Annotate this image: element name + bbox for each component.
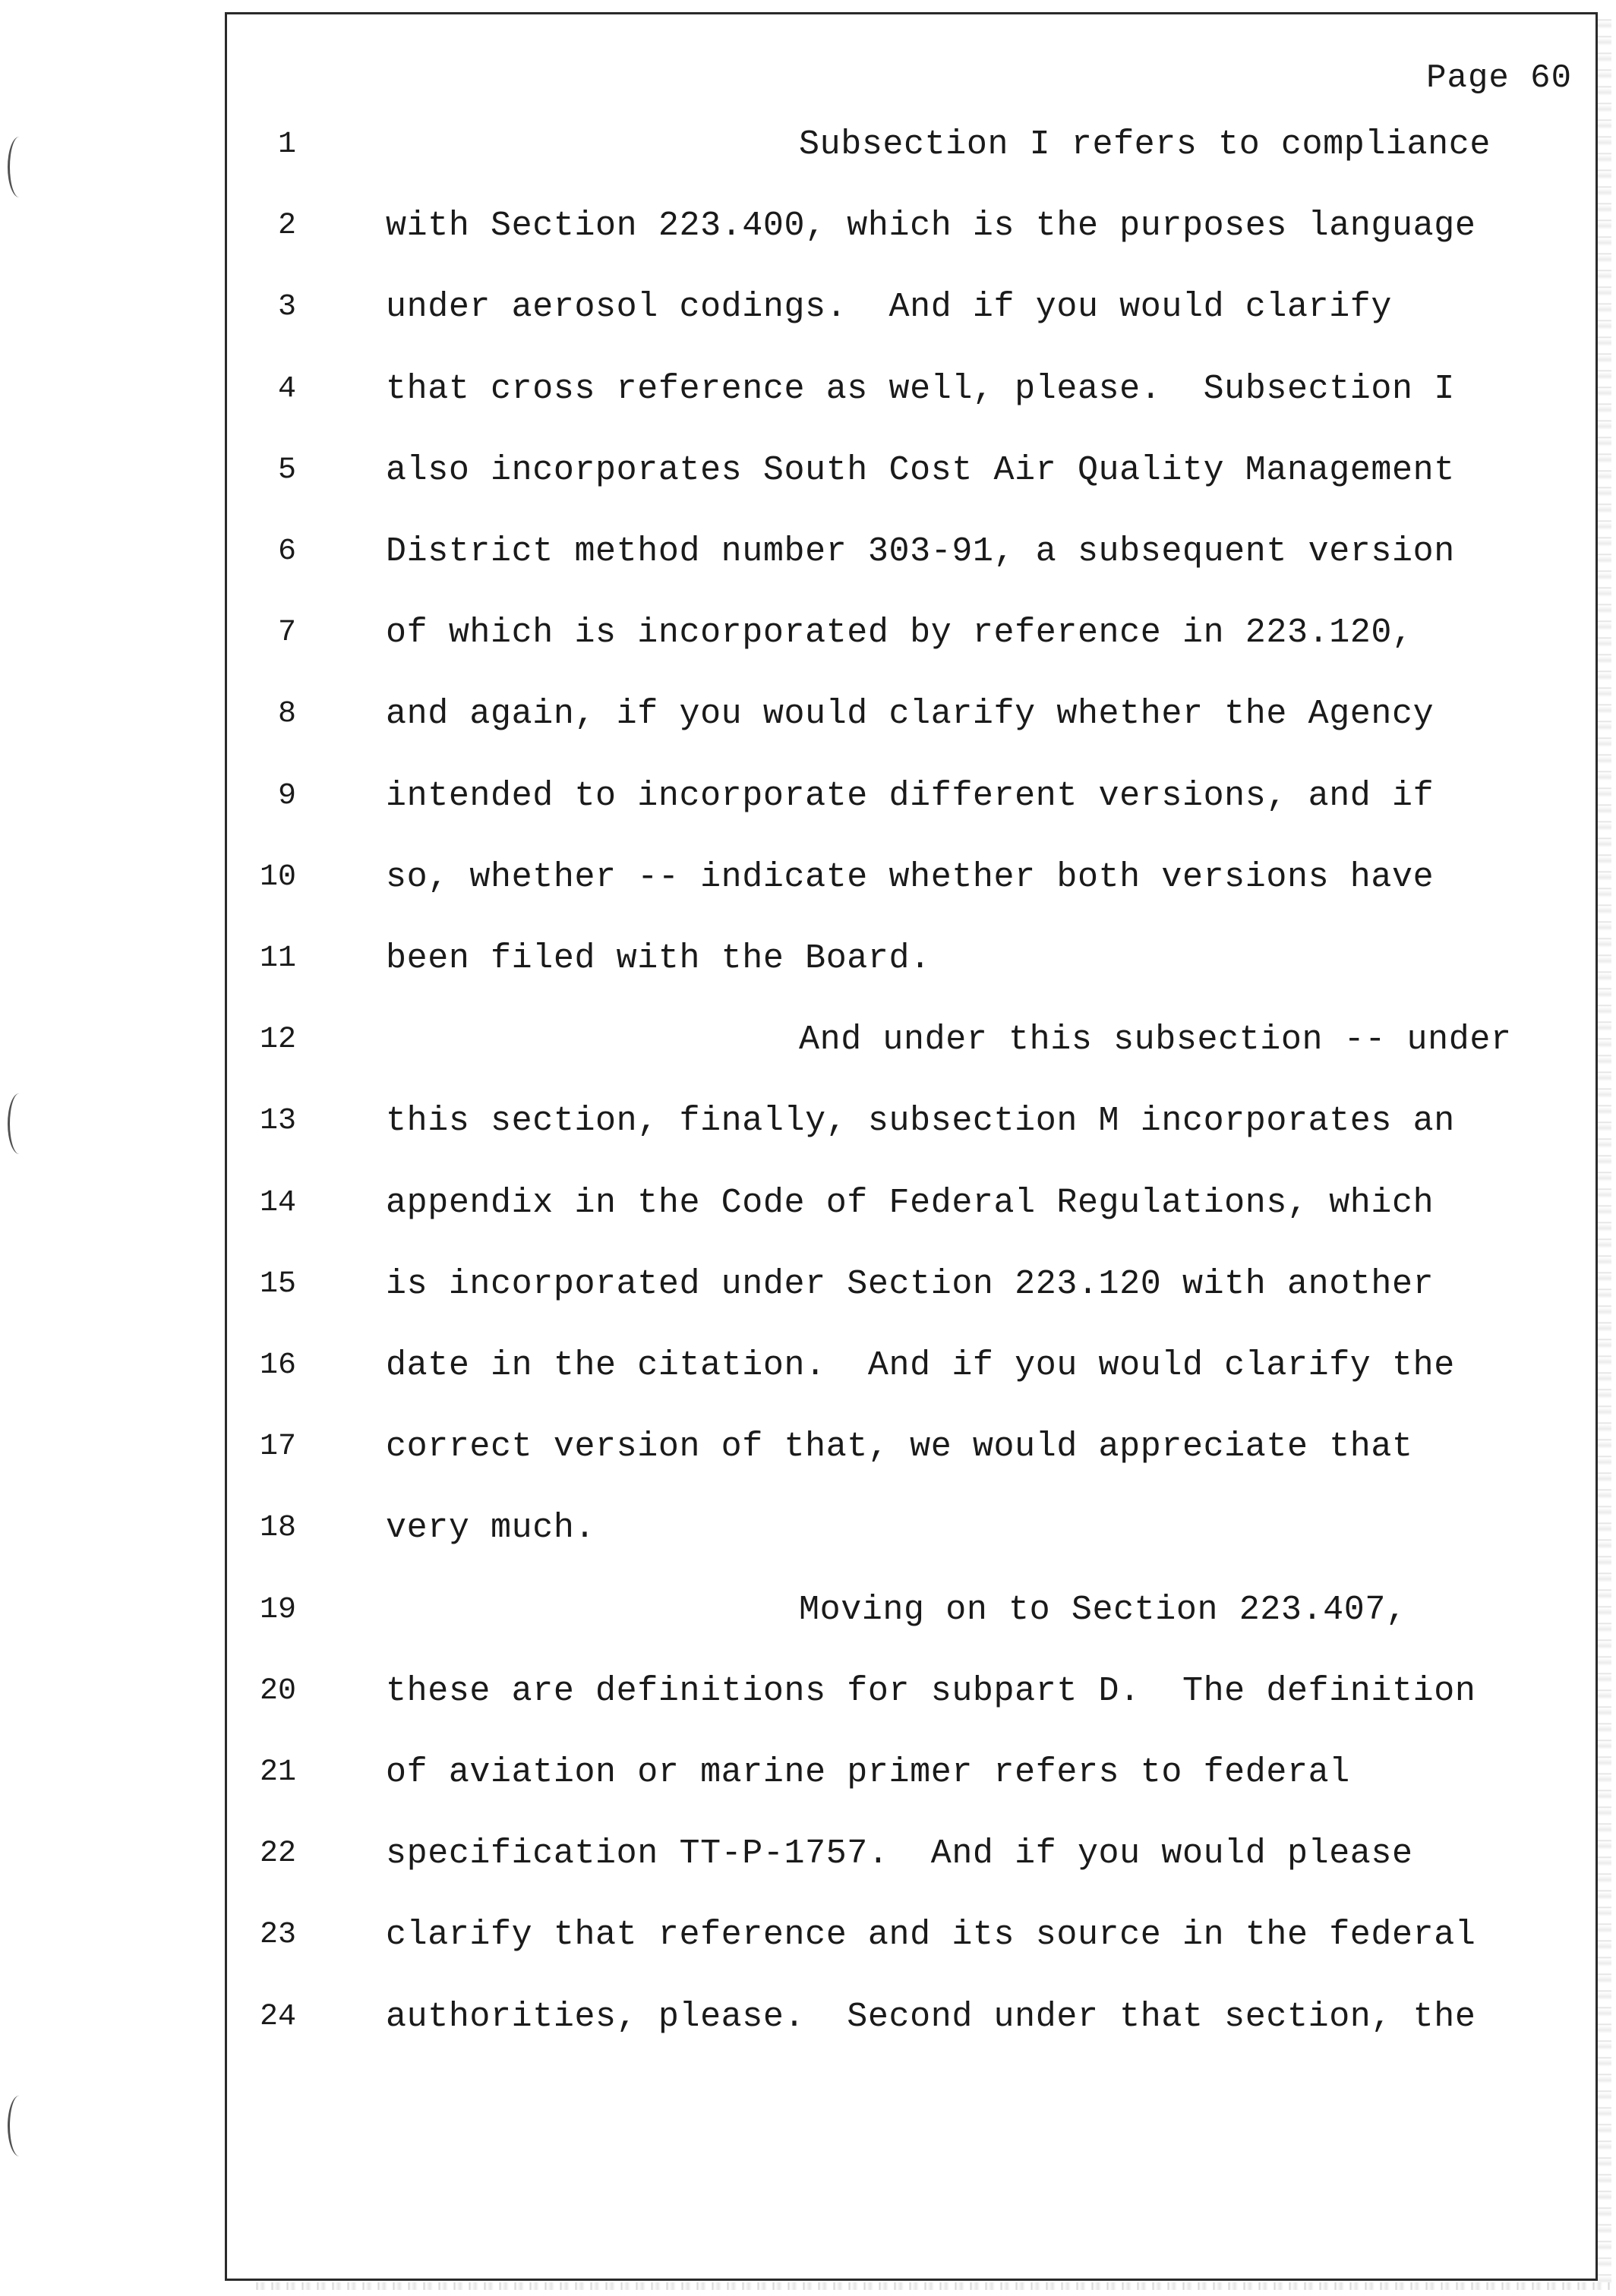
line-number: 2 [277, 209, 296, 244]
line-number: 23 [259, 1918, 296, 1953]
transcript-line [0, 688, 1616, 741]
transcript-line [0, 1991, 1616, 2044]
transcript-line [0, 1421, 1616, 1474]
line-text: of aviation or marine primer refers to federal [386, 1753, 1350, 1792]
line-text: been filed with the Board. [386, 939, 931, 978]
line-number: 24 [259, 1999, 296, 2034]
line-text: is incorporated under Section 223.120 with another [386, 1264, 1435, 1304]
transcript-line [0, 851, 1616, 904]
transcript-line [0, 200, 1616, 253]
line-text: authorities, please. Second under that section, the [386, 1997, 1476, 2036]
line-text: so, whether -- indicate whether both versions have [386, 857, 1435, 897]
line-text: also incorporates South Cost Air Quality Management [386, 450, 1455, 490]
transcript-line [0, 1339, 1616, 1392]
line-text: very much. [386, 1509, 596, 1548]
line-number: 13 [259, 1104, 296, 1139]
line-text: date in the citation. And if you would clarify the [386, 1346, 1455, 1385]
line-text: Subsection I refers to compliance [799, 125, 1491, 164]
line-number: 1 [277, 128, 296, 162]
line-number: 11 [259, 941, 296, 976]
line-number: 19 [259, 1592, 296, 1627]
line-text: clarify that reference and its source in the federal [386, 1916, 1476, 1955]
line-text: under aerosol codings. And if you would clarify [386, 288, 1393, 327]
line-number: 15 [259, 1266, 296, 1301]
line-number: 21 [259, 1755, 296, 1790]
line-number: 7 [277, 616, 296, 651]
transcript-line [0, 1665, 1616, 1718]
line-number: 12 [259, 1023, 296, 1058]
transcript-line [0, 1014, 1616, 1067]
line-number: 18 [259, 1511, 296, 1546]
line-text: Moving on to Section 223.407, [799, 1590, 1407, 1629]
line-text: correct version of that, we would appreciate that [386, 1427, 1413, 1467]
line-number: 22 [259, 1837, 296, 1872]
line-number: 14 [259, 1185, 296, 1220]
transcript-line [0, 770, 1616, 823]
binding-mark-bottom [8, 2096, 31, 2156]
transcript-line [0, 525, 1616, 579]
transcript-line [0, 1584, 1616, 1637]
transcript-line [0, 444, 1616, 497]
line-text: District method number 303-91, a subsequent version [386, 532, 1455, 571]
transcript-line [0, 1746, 1616, 1799]
line-number: 10 [259, 859, 296, 894]
scan-edge-bottom [251, 2282, 1610, 2290]
line-text: these are definitions for subpart D. The definition [386, 1671, 1476, 1711]
line-number: 6 [277, 535, 296, 569]
transcript-line [0, 1258, 1616, 1311]
line-number: 5 [277, 453, 296, 487]
line-text: appendix in the Code of Federal Regulations, which [386, 1183, 1435, 1222]
line-number: 20 [259, 1673, 296, 1708]
transcript-line [0, 1828, 1616, 1881]
line-text: intended to incorporate different versions, and if [386, 776, 1435, 815]
line-number: 16 [259, 1348, 296, 1383]
page-number-label: Page 60 [1426, 59, 1572, 97]
line-text: specification TT-P-1757. And if you would please [386, 1834, 1413, 1874]
line-number: 3 [277, 290, 296, 325]
transcript-line [0, 607, 1616, 660]
transcript-line [0, 1177, 1616, 1230]
transcript-line [0, 1909, 1616, 1962]
transcript-line [0, 932, 1616, 986]
line-number: 9 [277, 778, 296, 813]
transcript-line [0, 1095, 1616, 1148]
line-number: 17 [259, 1430, 296, 1465]
transcript-line [0, 118, 1616, 172]
transcript-line [0, 1502, 1616, 1555]
line-text: with Section 223.400, which is the purposes language [386, 207, 1476, 246]
line-text: of which is incorporated by reference in 223.120, [386, 613, 1413, 653]
line-text: that cross reference as well, please. Subsection I [386, 369, 1455, 408]
line-number: 4 [277, 371, 296, 406]
line-number: 8 [277, 697, 296, 732]
transcript-line [0, 281, 1616, 334]
line-text: And under this subsection -- under [799, 1020, 1512, 1060]
line-text: this section, finally, subsection M incorporates an [386, 1102, 1455, 1141]
line-text: and again, if you would clarify whether the Agency [386, 695, 1435, 734]
transcript-line [0, 363, 1616, 416]
